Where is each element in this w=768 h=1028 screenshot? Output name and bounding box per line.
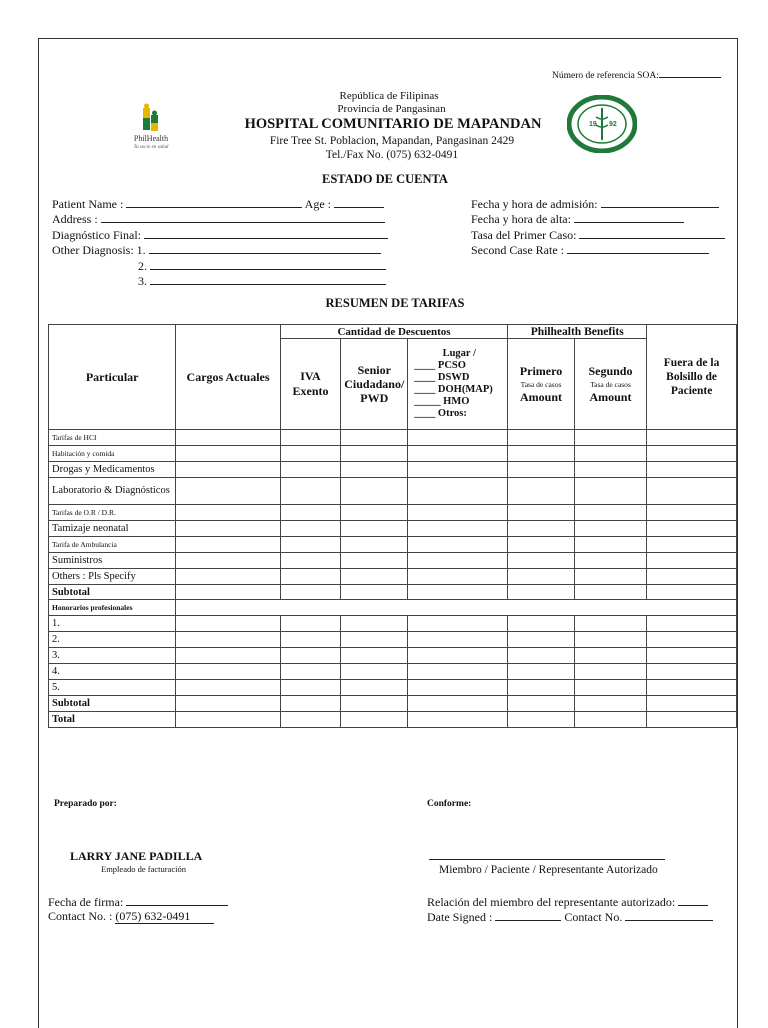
amount-cell[interactable] [574, 648, 646, 664]
row-label: Subtotal [49, 585, 176, 600]
amount-cell[interactable] [408, 712, 508, 728]
amount-cell[interactable] [341, 462, 408, 478]
amount-cell[interactable] [408, 680, 508, 696]
first-case-rate-field[interactable]: Tasa del Primer Caso: [471, 227, 725, 243]
amount-cell[interactable] [647, 537, 737, 553]
hospital-seal-icon [567, 95, 637, 153]
address-field[interactable]: Address : [52, 211, 385, 227]
amount-cell[interactable] [574, 664, 646, 680]
amount-cell[interactable] [176, 696, 280, 712]
amount-cell[interactable] [647, 648, 737, 664]
amount-cell[interactable] [647, 430, 737, 446]
amount-cell[interactable] [647, 553, 737, 569]
amount-cell[interactable] [647, 478, 737, 505]
amount-cell[interactable] [341, 505, 408, 521]
amount-cell[interactable] [341, 712, 408, 728]
amount-cell[interactable] [508, 632, 575, 648]
amount-cell[interactable] [508, 446, 575, 462]
hospital-name: HOSPITAL COMUNITARIO DE MAPANDAN [244, 116, 542, 132]
amount-cell[interactable] [280, 505, 340, 521]
amount-cell[interactable] [341, 537, 408, 553]
prepared-by-label: Preparado por: [54, 799, 117, 809]
amount-cell[interactable] [176, 648, 280, 664]
table-row [49, 553, 737, 569]
amount-cell[interactable] [341, 569, 408, 585]
contact-left-field[interactable]: Contact No. : (075) 632-0491 [48, 909, 214, 924]
conforme-label: Conforme: [427, 799, 472, 809]
amount-cell[interactable] [408, 537, 508, 553]
other-diagnosis-2-field[interactable]: 2. [138, 258, 386, 274]
amount-cell[interactable] [408, 569, 508, 585]
amount-cell[interactable] [574, 537, 646, 553]
amount-cell[interactable] [408, 505, 508, 521]
amount-cell[interactable] [508, 569, 575, 585]
amount-cell[interactable] [508, 505, 575, 521]
amount-cell[interactable] [508, 462, 575, 478]
col-cargos: Cargos Actuales [176, 325, 280, 430]
amount-cell[interactable] [647, 569, 737, 585]
table-row [49, 664, 737, 680]
svg-text:92: 92 [609, 121, 617, 128]
amount-cell[interactable] [574, 632, 646, 648]
amount-cell[interactable] [176, 446, 280, 462]
amount-cell[interactable] [341, 478, 408, 505]
amount-cell[interactable] [508, 430, 575, 446]
amount-cell[interactable] [574, 712, 646, 728]
amount-cell[interactable] [408, 632, 508, 648]
row-label: 4. [49, 664, 176, 680]
amount-cell[interactable] [408, 664, 508, 680]
amount-cell[interactable] [280, 585, 340, 600]
col-primero: Primero Tasa de casos Amount [508, 339, 575, 430]
amount-cell[interactable] [647, 632, 737, 648]
amount-cell[interactable] [647, 712, 737, 728]
amount-cell[interactable] [176, 569, 280, 585]
row-label: 1. [49, 616, 176, 632]
amount-cell[interactable] [280, 680, 340, 696]
table-row [49, 680, 737, 696]
amount-cell[interactable] [647, 505, 737, 521]
amount-cell[interactable] [176, 505, 280, 521]
summary-title: RESUMEN DE TARIFAS [325, 296, 465, 310]
member-signature-line[interactable] [429, 859, 665, 860]
table-row [49, 521, 737, 537]
amount-cell[interactable] [341, 521, 408, 537]
row-label: Tamizaje neonatal [49, 521, 176, 537]
amount-cell[interactable] [647, 521, 737, 537]
table-row [49, 505, 737, 521]
table-row [49, 537, 737, 553]
amount-cell[interactable] [341, 680, 408, 696]
table-row [49, 616, 737, 632]
other-diagnosis-3-field[interactable]: 3. [138, 273, 386, 289]
amount-cell[interactable] [341, 632, 408, 648]
amount-cell[interactable] [341, 648, 408, 664]
table-row [49, 462, 737, 478]
amount-cell[interactable] [574, 616, 646, 632]
amount-cell[interactable] [280, 537, 340, 553]
amount-cell[interactable] [647, 462, 737, 478]
amount-cell[interactable] [408, 521, 508, 537]
amount-cell[interactable] [408, 478, 508, 505]
discharge-date-field[interactable]: Fecha y hora de alta: [471, 211, 684, 227]
form-title: ESTADO DE CUENTA [322, 172, 448, 186]
amount-cell[interactable] [574, 462, 646, 478]
group-philhealth: Philhealth Benefits [508, 325, 647, 339]
amount-cell[interactable] [508, 616, 575, 632]
table-row [49, 696, 737, 712]
amount-cell[interactable] [574, 585, 646, 600]
amount-cell[interactable] [574, 696, 646, 712]
hospital-address: Fire Tree St. Poblacion, Mapandan, Pangasinan 2429 [269, 135, 515, 147]
amount-cell[interactable] [408, 462, 508, 478]
amount-cell[interactable] [408, 648, 508, 664]
amount-cell[interactable] [280, 430, 340, 446]
amount-cell[interactable] [280, 521, 340, 537]
amount-cell[interactable] [647, 585, 737, 600]
amount-cell[interactable] [574, 478, 646, 505]
amount-cell[interactable] [574, 446, 646, 462]
preparer-name: LARRY JANE PADILLA [70, 849, 203, 863]
amount-cell[interactable] [341, 585, 408, 600]
amount-cell[interactable] [280, 712, 340, 728]
amount-cell[interactable] [508, 478, 575, 505]
amount-cell[interactable] [176, 680, 280, 696]
amount-cell[interactable] [280, 664, 340, 680]
admission-date-field[interactable]: Fecha y hora de admisión: [471, 196, 719, 212]
amount-cell[interactable] [647, 664, 737, 680]
amount-cell[interactable] [508, 537, 575, 553]
republic-line: República de Filipinas [339, 90, 439, 102]
row-label: Tarifas de O.R / D.R. [49, 505, 176, 521]
amount-cell[interactable] [176, 553, 280, 569]
amount-cell[interactable] [176, 616, 280, 632]
amount-cell[interactable] [341, 446, 408, 462]
amount-cell[interactable] [508, 712, 575, 728]
honorarios-span [176, 600, 737, 616]
honorarios-label: Honorarios profesionales [49, 600, 176, 616]
amount-cell[interactable] [574, 505, 646, 521]
amount-cell[interactable] [176, 430, 280, 446]
fecha-firma-field[interactable]: Fecha de firma: [48, 894, 228, 910]
preparer-role: Empleado de facturación [101, 864, 186, 874]
amount-cell[interactable] [280, 569, 340, 585]
relacion-field[interactable]: Relación del miembro del representante autorizado: [427, 894, 708, 910]
table-row [49, 569, 737, 585]
amount-cell[interactable] [341, 696, 408, 712]
patient-name-field[interactable]: Patient Name : Age : [52, 196, 384, 212]
amount-cell[interactable] [508, 585, 575, 600]
amount-cell[interactable] [176, 712, 280, 728]
row-label: 3. [49, 648, 176, 664]
honorarios-row [49, 600, 737, 616]
table-row [49, 632, 737, 648]
hospital-telfax: Tel./Fax No. (075) 632-0491 [325, 149, 459, 161]
soa-form-page [38, 38, 738, 1028]
amount-cell[interactable] [647, 680, 737, 696]
soa-reference-field[interactable]: Número de referencia SOA: [552, 66, 721, 81]
date-signed-field[interactable]: Date Signed : Contact No. [427, 909, 713, 925]
amount-cell[interactable] [574, 569, 646, 585]
amount-cell[interactable] [508, 648, 575, 664]
amount-cell[interactable] [508, 680, 575, 696]
amount-cell[interactable] [176, 478, 280, 505]
amount-cell[interactable] [341, 430, 408, 446]
table-row [49, 430, 737, 446]
amount-cell[interactable] [508, 664, 575, 680]
amount-cell[interactable] [408, 585, 508, 600]
amount-cell[interactable] [508, 696, 575, 712]
amount-cell[interactable] [280, 616, 340, 632]
col-lugar: Lugar / ____ PCSO ____ DSWD ____ DOH(MAP) _____ HMO ____ Otros: [408, 339, 508, 430]
row-label: Habitación y comida [49, 446, 176, 462]
svg-text:PhilHealth: PhilHealth [133, 134, 169, 143]
amount-cell[interactable] [408, 696, 508, 712]
col-fuera: Fuera de la Bolsillo de Paciente [647, 325, 737, 430]
amount-cell[interactable] [280, 696, 340, 712]
charge-rows [49, 430, 737, 728]
amount-cell[interactable] [574, 521, 646, 537]
amount-cell[interactable] [574, 680, 646, 696]
amount-cell[interactable] [408, 446, 508, 462]
table-row [49, 446, 737, 462]
amount-cell[interactable] [176, 462, 280, 478]
amount-cell[interactable] [341, 664, 408, 680]
amount-cell[interactable] [408, 553, 508, 569]
member-signature-caption: Miembro / Paciente / Representante Autorizado [439, 864, 658, 876]
row-label: 5. [49, 680, 176, 696]
amount-cell[interactable] [408, 616, 508, 632]
amount-cell[interactable] [574, 430, 646, 446]
row-label: Subtotal [49, 696, 176, 712]
amount-cell[interactable] [508, 521, 575, 537]
row-label: 2. [49, 632, 176, 648]
amount-cell[interactable] [176, 521, 280, 537]
table-row [49, 585, 737, 600]
amount-cell[interactable] [280, 553, 340, 569]
row-label: Tarifas de HCI [49, 430, 176, 446]
row-label: Laboratorio & Diagnósticos [49, 478, 176, 505]
col-segundo: Segundo Tasa de casos Amount [574, 339, 646, 430]
row-label: Others : Pls Specify [49, 569, 176, 585]
amount-cell[interactable] [341, 553, 408, 569]
col-senior: Senior Ciudadano/ PWD [341, 339, 408, 430]
amount-cell[interactable] [176, 537, 280, 553]
amount-cell[interactable] [341, 616, 408, 632]
svg-text:Tu socio en salud: Tu socio en salud [133, 145, 169, 150]
other-diagnosis-field[interactable]: Other Diagnosis: 1. [52, 242, 381, 258]
svg-text:19: 19 [589, 121, 597, 128]
tarifas-table [48, 324, 737, 728]
amount-cell[interactable] [408, 430, 508, 446]
amount-cell[interactable] [280, 632, 340, 648]
col-iva: IVA Exento [280, 339, 340, 430]
amount-cell[interactable] [647, 616, 737, 632]
row-label: Tarifa de Ambulancia [49, 537, 176, 553]
col-particular: Particular [49, 325, 176, 430]
amount-cell[interactable] [176, 664, 280, 680]
amount-cell[interactable] [508, 553, 575, 569]
amount-cell[interactable] [280, 446, 340, 462]
amount-cell[interactable] [176, 585, 280, 600]
row-label: Total [49, 712, 176, 728]
province-line: Provincia de Pangasinan [337, 103, 446, 115]
amount-cell[interactable] [176, 632, 280, 648]
amount-cell[interactable] [280, 478, 340, 505]
amount-cell[interactable] [647, 696, 737, 712]
amount-cell[interactable] [574, 553, 646, 569]
table-row [49, 712, 737, 728]
second-case-rate-field[interactable]: Second Case Rate : [471, 242, 709, 258]
amount-cell[interactable] [647, 446, 737, 462]
table-row [49, 648, 737, 664]
final-diagnosis-field[interactable]: Diagnóstico Final: [52, 227, 388, 243]
row-label: Drogas y Medicamentos [49, 462, 176, 478]
group-descuentos: Cantidad de Descuentos [280, 325, 508, 339]
amount-cell[interactable] [280, 648, 340, 664]
row-label: Suministros [49, 553, 176, 569]
table-row [49, 478, 737, 505]
amount-cell[interactable] [280, 462, 340, 478]
